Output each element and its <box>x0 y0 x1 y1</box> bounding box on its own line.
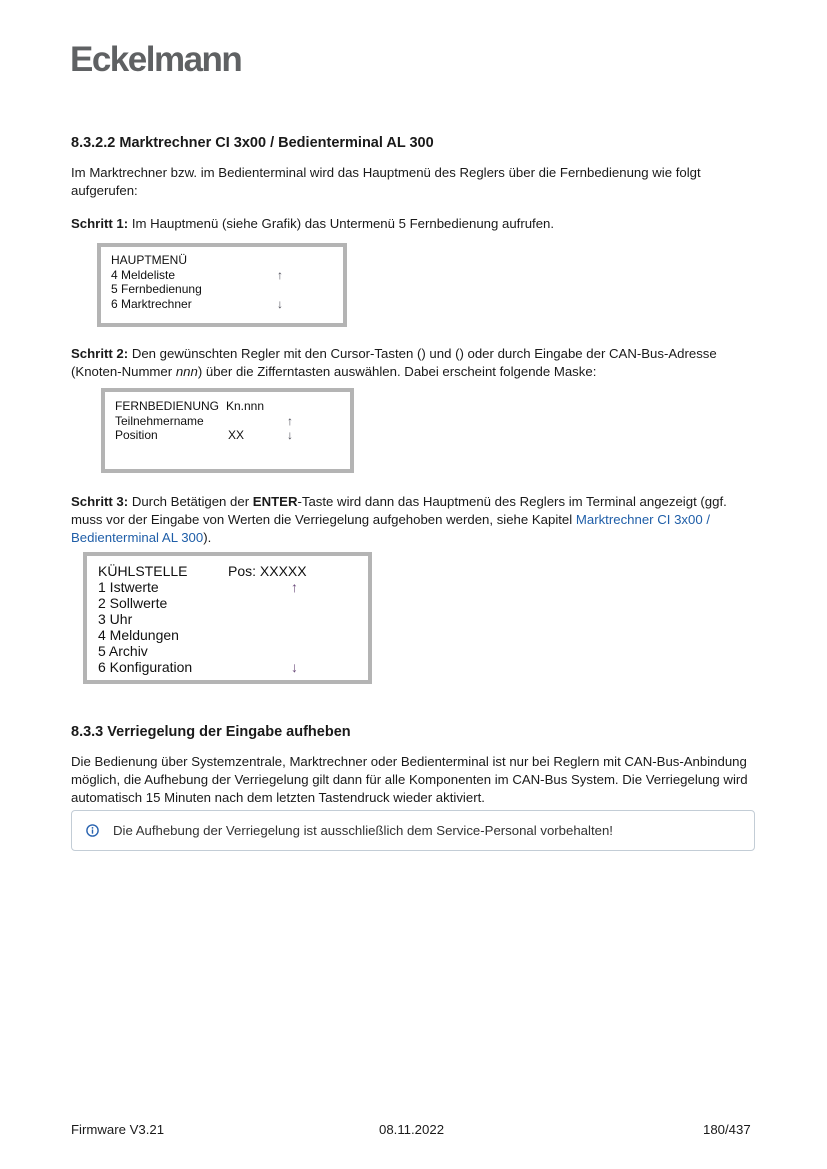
lcd-screen-fernbedienung <box>101 388 354 473</box>
lcd-line-text: KÜHLSTELLE <box>98 563 188 579</box>
info-icon <box>86 824 99 837</box>
arrow-down-icon: ↓ <box>287 428 293 442</box>
lcd-line <box>98 579 368 595</box>
lcd-line: HAUPTMENÜ <box>111 253 188 267</box>
lcd-node-number: Kn.nnn <box>226 399 265 413</box>
lcd-line <box>115 414 350 429</box>
notice-text: Die Aufhebung der Verriegelung ist ausschließlich dem Service-Personal vorbehalten! <box>113 823 613 838</box>
lcd-line <box>115 399 350 414</box>
step1-paragraph <box>71 215 761 233</box>
lock-paragraph: Die Bedienung über Systemzentrale, Marktrechner oder Bedienterminal ist nur bei Reglern mit CAN-Bus-Anbindung möglich, die Aufhebung der Verriegelung gilt dann für alle Komponenten im CAN-Bus System. Die Verriegelung wird automatisch 15 Minuten nach dem letzten Tastendruck wieder aktiviert. <box>71 754 748 805</box>
step1-text: Im Hauptmenü (siehe Grafik) das Untermenü 5 Fernbedienung aufrufen. <box>128 216 555 231</box>
lcd-line-text: Teilnehmername <box>115 413 204 428</box>
lcd-line <box>111 268 343 283</box>
lcd-position-value: XX <box>228 428 245 442</box>
eckelmann-logo: Eckelmann <box>70 40 242 79</box>
arrow-up-icon: ↑ <box>291 579 298 595</box>
lcd-line: 4 Meldungen <box>98 627 179 643</box>
step2-text: ) über die Zifferntasten auswählen. Dabei erscheint folgende Maske: <box>197 364 597 379</box>
lcd-line <box>111 297 343 312</box>
step3-text: ). <box>203 530 212 545</box>
lcd-line-text: 1 Istwerte <box>98 579 159 595</box>
step2-text: Den gewünschten Regler mit den Cursor-Tasten () und () oder durch Eingabe der CAN-Bus-Adresse (Knoten-Nummer <box>71 346 717 379</box>
section-heading-8-3-3: 8.3.3 Verriegelung der Eingabe aufheben <box>71 724 351 740</box>
step1-label: Schritt 1: <box>71 216 129 231</box>
step2-paragraph <box>71 345 761 381</box>
enter-key-label: ENTER <box>252 494 298 509</box>
step3-text: Durch Betätigen der <box>128 494 253 509</box>
step2-node-number: nnn <box>175 364 198 379</box>
arrow-down-icon: ↓ <box>277 296 283 311</box>
lcd-line <box>98 563 368 579</box>
arrow-up-icon: ↑ <box>287 413 293 428</box>
lcd-line-text: Position <box>115 428 158 442</box>
lcd-line: 3 Uhr <box>98 611 133 627</box>
lcd-line: 5 Fernbedienung <box>111 282 202 296</box>
step3-label: Schritt 3: <box>71 494 129 509</box>
lcd-line: 5 Archiv <box>98 643 148 659</box>
lcd-line <box>115 428 350 443</box>
lcd-line-text: 4 Meldeliste <box>111 267 176 282</box>
step3-text: -Taste wird dann das Hauptmenü des Reglers im Terminal angezeigt (ggf. muss vor der Eingabe von Werten die Verriegelung aufgehoben werden, siehe Kapitel <box>71 494 727 527</box>
footer-firmware: Firmware V3.21 <box>71 1122 165 1137</box>
intro-paragraph: Im Marktrechner bzw. im Bedienterminal wird das Hauptmenü des Reglers über die Fernbedienung wie folgt aufgerufen: <box>71 165 701 198</box>
lcd-line <box>98 659 368 675</box>
info-notice <box>71 810 755 851</box>
lcd-line-text: FERNBEDIENUNG <box>115 399 220 413</box>
lcd-position-value: Pos: XXXXX <box>228 563 307 579</box>
lcd-line-text: 6 Marktrechner <box>111 296 192 311</box>
arrow-up-icon: ↑ <box>277 267 283 282</box>
step3-paragraph <box>71 493 761 547</box>
section-heading-8-3-2-2: 8.3.2.2 Marktrechner CI 3x00 / Bedienterminal AL 300 <box>71 135 434 151</box>
footer-date: 08.11.2022 <box>379 1122 445 1137</box>
lcd-line: 2 Sollwerte <box>98 595 168 611</box>
chapter-link[interactable]: Marktrechner CI 3x00 / Bedienterminal AL 300 <box>71 512 710 545</box>
step2-label: Schritt 2: <box>71 346 129 361</box>
lcd-screen-hauptmenu <box>97 243 347 327</box>
footer-page-number: 180/437 <box>703 1122 751 1137</box>
arrow-down-icon: ↓ <box>291 659 298 675</box>
lcd-screen-kuehlstelle <box>83 552 372 684</box>
lcd-line-text: 6 Konfiguration <box>98 659 193 675</box>
